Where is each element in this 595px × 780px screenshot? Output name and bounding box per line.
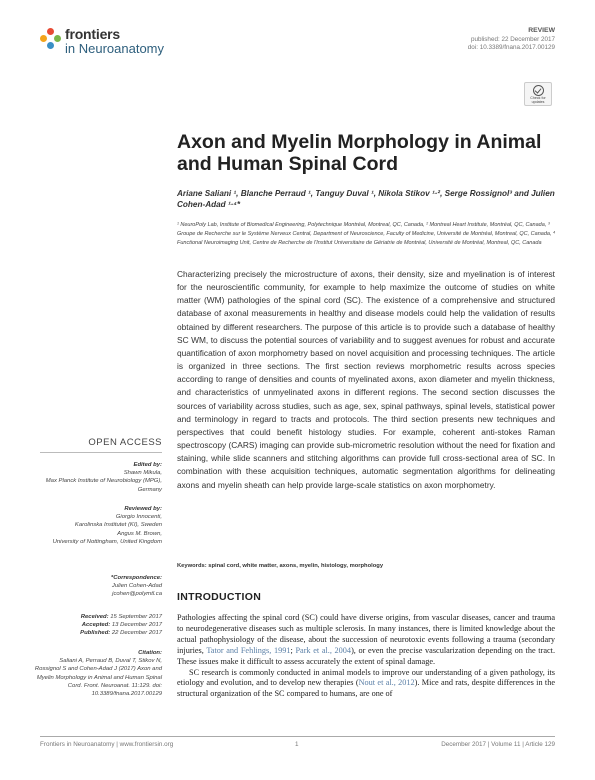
published-row [37,629,162,637]
journal-logo[interactable] [40,26,180,60]
accepted-row [37,621,162,629]
author-list[interactable]: Ariane Saliani ¹, Blanche Perraud ¹, Tanguy Duval ¹, Nikola Stikov ¹·², Serge Rossignol³ and Julien Cohen-Adad ¹·⁴* [177,189,555,209]
open-access-label: OPEN ACCESS [88,437,162,448]
sidebar-divider [40,452,162,453]
reviewed-by-label: Reviewed by: [124,506,162,512]
text-run: ; [290,645,296,655]
correspondence-info [37,574,162,599]
received-date: 15 September 2017 [110,614,162,620]
introduction-body [177,613,555,700]
footer-divider [40,736,555,737]
citation-link[interactable]: Park et al., 2004 [295,645,352,655]
frontiers-logo-icon [40,28,62,50]
citation-label: Citation: [138,650,162,656]
editor-affiliation: Max Planck Institute of Neurobiology (MPG), Germany [45,478,162,493]
correspondence-label: *Correspondence: [110,575,162,581]
journal-name: in Neuroanatomy [65,41,164,56]
published-date: published: 22 December 2017 [470,35,555,43]
article-meta [468,27,555,53]
published-label: Published: [80,630,111,637]
abstract: Characterizing precisely the microstructure of axons, their density, size and myelination is of interest for the neuroscientific community, for example to help maximize the outcome of studies on white matter (WM) pathologies of the spinal cord (SC). The existence of a comprehensive and structured database of axonal measurements in healthy and disease models could help the validation of results obtained by different researchers. The purpose of this article is to provide such a database of healthy SC WM, to discuss the potential sources of variability and to suggest avenues for robust and accurate quantification of axon morphometry based on novel acquisition and processing techniques. The article is organized in three sections. The first section reviews morphometric results across species according to range of densities and counts of myelinated axons, axon diameter and myelin thickness, and characteristics of unmyelinated axons in different regions. The second section discusses the sources of variability across studies, such as age, sex, spinal pathways, spinal levels, statistical power and terminology in regard to tracts and protocols. The third section presents new techniques and perspectives that could benefit histology studies. For example, coherent anti-stokes Raman spectroscopy (CARS) imaging can provide sub-micrometric resolution without the need for fixation and staining, while slide scanners and stitching algorithms can provide full cross-sectional area of SC. In combination with these acquisition techniques, automatic segmentation algorithms for delineating axons and myelin sheath can help provide large-scale statistics on axon morphometry. [177,269,555,490]
accepted-label: Accepted: [81,622,111,629]
logo-wordmark: frontiers [65,26,120,42]
article-title: Axon and Myelin Morphology in Animal and Human Spinal Cord [177,131,542,175]
text-run: ), or even the precise vascularization depending on the tract. These issues make it difficult to assess accurately the extent of spinal damage. [177,645,556,666]
correspondence-name: Julien Cohen-Adad [111,583,162,590]
logo-dot-red [47,28,54,35]
affiliations: ¹ NeuroPoly Lab, Institute of Biomedical Engineering, Polytechnique Montréal, Montreal, QC, Canada, ² Montreal Heart Institute, Montréal, QC, Canada, ³ Groupe de Recherche sur le Système Nerveux Central, Department of Neuroscience, Faculty of Medicine, Université de Montréal, Montreal, QC, Canada, ⁴ Functional Neuroimaging Unit, Centre de Recherche de l'Institut Universitaire de Gériatrie de Montréal, Université de Montréal, Montreal, QC, Canada [177,222,556,246]
logo-dot-green [54,35,61,42]
intro-paragraph-1 [177,613,555,668]
dates-info [37,613,162,638]
citation-link[interactable]: Tator and Fehlings, 1991 [206,645,291,655]
text-run: Pathologies affecting the spinal cord (SC) could have diverse origins, from vascular diseases, cancer and trauma to neurodegenerative diseases such as multiple sclerosis. In many instances, there is limited knowledge about the actual pathophysiology of the disease, about the succession of neurotoxic events following a trauma (secondary injuries, [177,613,555,655]
citation-link[interactable]: Nout et al., 2012 [358,678,415,688]
reviewer-info [37,505,162,546]
text-run: ). Mice and rats, despite differences in the structural organization of the SC compared to humans, are one of [177,678,555,699]
sidebar-published-date: 22 December 2017 [111,630,162,637]
editor-info [37,461,162,494]
doi-link[interactable]: doi: 10.3389/fnana.2017.00129 [467,44,555,51]
keywords-label: Keywords: [177,563,207,569]
keywords [177,563,555,569]
reviewer-affiliation: University of Nottingham, United Kingdom [52,538,162,545]
logo-dot-blue [47,42,54,49]
page-number: 1 [295,741,299,748]
citation-info [34,649,162,698]
edited-by-label: Edited by: [133,462,162,468]
badge-label: Check for updates [530,96,546,104]
text-run: SC research is commonly conducted in animal models to improve our understanding of a given pathology, its etiology and evolution, and to develop new therapies ( [177,667,555,688]
reviewer-name[interactable]: Angus M. Brown, [117,530,162,537]
editor-name[interactable]: Shawn Mikula, [123,470,162,477]
footer-issue: December 2017 | Volume 11 | Article 129 [441,741,555,748]
received-row [37,613,162,621]
received-label: Received: [80,614,109,620]
section-heading-introduction: INTRODUCTION [177,591,262,603]
correspondence-email[interactable]: jcohen@polymtl.ca [112,591,162,598]
keywords-list: spinal cord, white matter, axons, myelin, histology, morphology [208,563,384,569]
intro-paragraph-2 [177,668,555,701]
footer-journal[interactable]: Frontiers in Neuroanatomy | www.frontiersin.org [40,741,174,748]
checkmark-icon [533,85,544,96]
reviewer-name[interactable]: Giorgio Innocenti, [115,514,162,521]
citation-text: Saliani A, Perraud B, Duval T, Stikov N, Rossignol S and Cohen-Adad J (2017) Axon and Myelin Morphology in Animal and Human Spinal Cord. Front. Neuroanat. 11:129. doi: 10.3389/fnana.2017.00129 [34,658,162,698]
accepted-date: 13 December 2017 [111,622,162,629]
article-type: REVIEW [528,27,555,34]
check-for-updates-badge[interactable] [524,82,552,106]
logo-dot-yellow [40,35,47,42]
reviewer-affiliation: Karolinska Institutet (KI), Sweden [74,522,162,529]
